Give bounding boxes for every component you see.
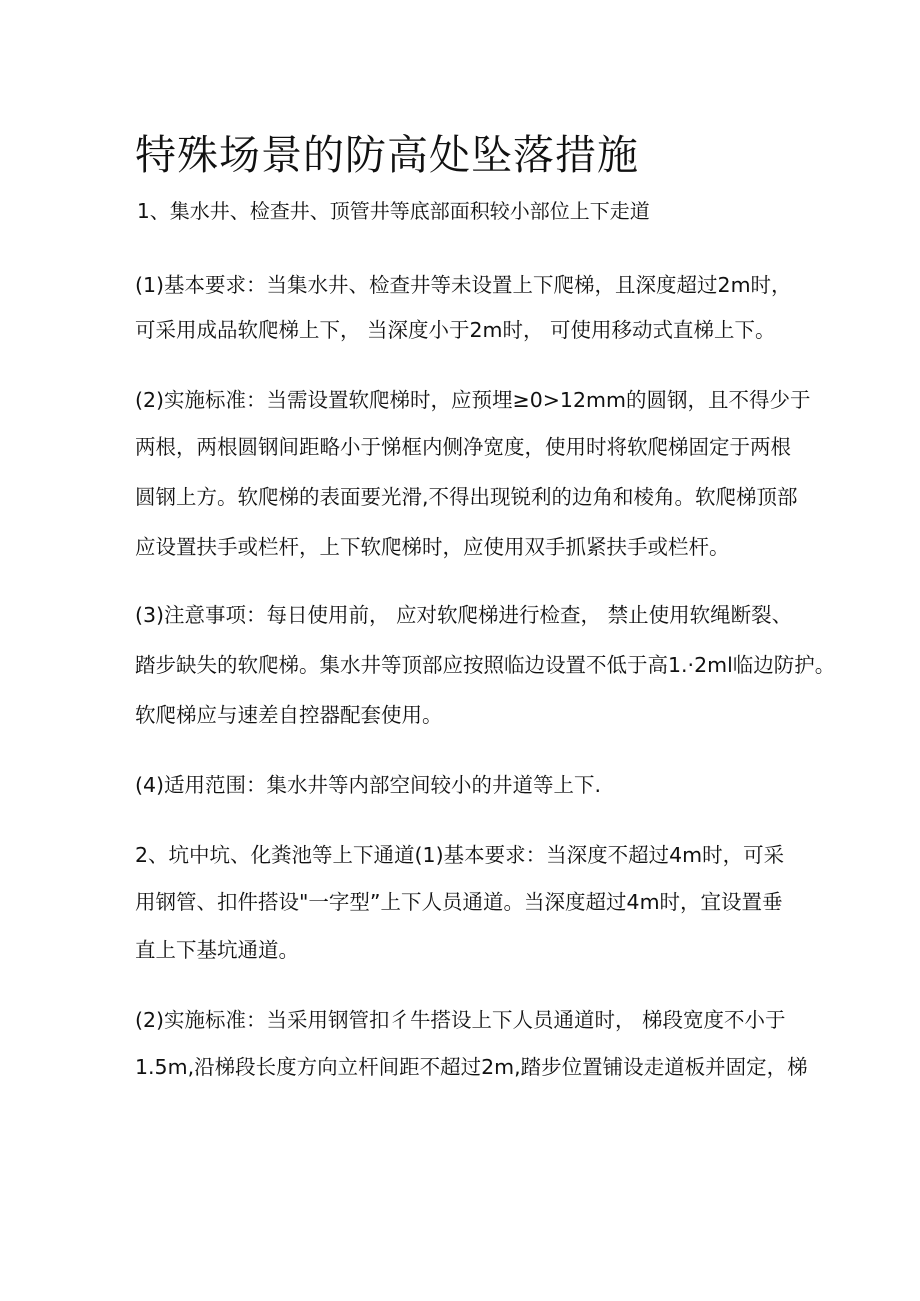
text-line: (3)注意事项：每日使用前， 应对软爬梯进行检查， 禁止使用软绳断裂、 (135, 603, 793, 627)
text-line: 踏步缺失的软爬梯。集水井等顶部应按照临边设置不低于高1.·2ml临边防护。 (135, 653, 836, 677)
text-line: 1.5m,沿梯段长度方向立杆间距不超过2m,踏步位置铺设走道板并固定，梯 (135, 1055, 808, 1079)
text-line: 用钢管、扣件搭设"一字型”上下人员通道。当深度超过4m时，宜设置垂 (135, 890, 783, 914)
text-line: 可采用成品软爬梯上下， 当深度小于2m时， 可使用移动式直梯上下。 (135, 318, 776, 342)
text-line: (2)实施标准：当需设置软爬梯时，应预埋≥0>12mm的圆钢，且不得少于 (135, 388, 811, 412)
text-line: (4)适用范围：集水井等内部空间较小的井道等上下. (135, 773, 602, 797)
text-line: 应设置扶手或栏杆，上下软爬梯时，应使用双手抓紧扶手或栏杆。 (135, 535, 730, 559)
document-title: 特殊场景的防高处坠落措施 (135, 131, 639, 179)
text-line: 圆钢上方。软爬梯的表面要光滑,不得出现锐利的边角和棱角。软爬梯顶部 (135, 485, 798, 509)
text-line: (1)基本要求：当集水井、检查井等未设置上下爬梯，且深度超过2m时， (135, 273, 792, 297)
text-line: 两根，两根圆钢间距略小于悌框内侧净宽度，使用时将软爬梯固定于两根 (135, 435, 791, 459)
section-1-heading: 1、集水井、检查井、顶管井等底部面积较小部位上下走道 (137, 199, 650, 223)
text-line: 2、坑中坑、化粪池等上下通道(1)基本要求：当深度不超过4m时，可采 (135, 843, 785, 867)
text-line: 软爬梯应与速差自控器配套使用。 (135, 703, 443, 727)
text-line: (2)实施标准：当采用钢管扣彳牛搭设上下人员通道时， 梯段宽度不小于 (135, 1008, 786, 1032)
text-line: 直上下基坑通道。 (135, 938, 299, 962)
